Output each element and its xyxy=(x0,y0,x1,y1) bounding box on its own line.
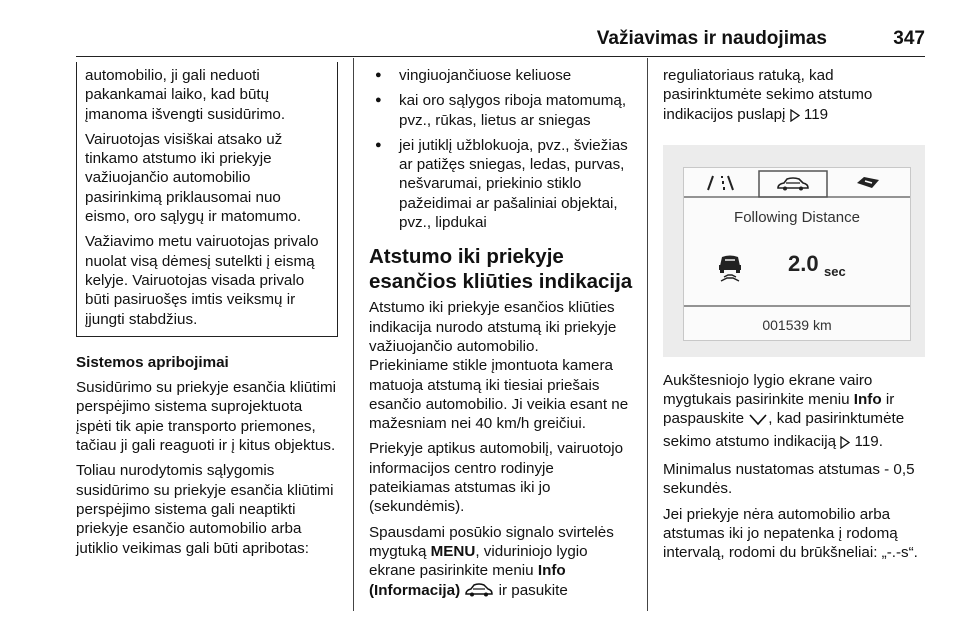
car-icon xyxy=(464,582,494,603)
info-menu-label: Info xyxy=(853,391,882,409)
paragraph-info-menu: Aukštesniojo lygio ekrane vairo mygtukais pasirinkite meniu Info ir paspauskite , kad pasirinktumėte sekimo atstumo indikaciją 119. xyxy=(663,371,927,454)
paragraph: Susidūrimo su priekyje esančia kliūtimi perspėjimo sistema suprojektuota įspėti tik apie transporto priemones, tačiau ji gali reaguoti ir į kitus objektus. xyxy=(76,379,336,455)
road-sign-icon xyxy=(854,174,882,197)
page-number: 347 xyxy=(893,28,925,49)
distance-unit: sec xyxy=(824,263,846,279)
section-heading: Atstumo iki priekyje esančios kliūties indikacija xyxy=(369,245,633,294)
column-3 xyxy=(663,66,927,569)
following-car-icon xyxy=(716,252,744,287)
paragraph: Minimalus nustatomas atstumas - 0,5 sekundės. xyxy=(663,461,915,498)
menu-button-label: MENU xyxy=(430,542,476,560)
column-1 xyxy=(76,62,338,564)
display-title: Following Distance xyxy=(734,208,860,226)
paragraph: reguliatoriaus ratuką, kad pasirinktumėte sekimo atstumo indikacijos puslapį 119 xyxy=(663,66,927,127)
paragraph: Atstumo iki priekyje esančios kliūties indikacija nurodo atstumą iki priekyje važiuojančio automobilio. xyxy=(369,299,617,355)
header-rule xyxy=(76,56,925,57)
paragraph-menu-instructions: Spausdami posūkio signalo svirtelės mygtuką MENU, viduriniojo lygio ekrane pasirinkite meniu Info (Informacija) ir pasukite xyxy=(369,523,635,603)
odometer: 001539 km xyxy=(762,316,832,333)
column-2 xyxy=(369,66,635,609)
cross-ref-arrow-icon xyxy=(840,435,850,454)
driver-info-display xyxy=(683,167,911,341)
paragraph: Priekyje aptikus automobilį, vairuotojo informacijos centro rodinyje pateikiamas atstumas iki jo (sekundėmis). xyxy=(369,440,624,516)
page-header xyxy=(0,28,925,50)
bullet-item: ● jei jutiklį užblokuoja, pvz., šviežias ar patižęs sniegas, ledas, purvas, nešvarumai, priekinio stiklo pažeidimai ar pašaliniai objektai, pvz., lipdukai xyxy=(369,136,635,232)
subheading-system-limits: Sistemos apribojimai xyxy=(76,353,229,371)
column-divider-1 xyxy=(353,58,354,611)
display-illustration xyxy=(663,145,925,357)
cross-ref-arrow-icon xyxy=(790,108,800,127)
caution-paragraph: Važiavimo metu vairuotojas privalo nuolat visą dėmesį sutelkti į eismą kelyje. Vairuotojas visada privalo būti pasiruošęs imtis veiksmų ir įjungti stabdžius. xyxy=(85,233,319,328)
info-menu-label: Info (Informacija) xyxy=(369,562,566,599)
paragraph: Priekiniame stikle įmontuota kamera matuoja atstumą iki tiesiai priešais esančio automobilio. Ji veikia esant ne mažesniam nei 40 km/h greičiui. xyxy=(369,357,629,433)
caution-paragraph: automobilio, ji gali neduoti pakankamai laiko, kad būtų įmanoma išvengti susidūrimo. xyxy=(85,67,286,123)
paragraph: Toliau nurodytomis sąlygomis susidūrimo su priekyje esančia kliūtimi perspėjimo sistema gali neaptikti priekyje esančio automobilio arba jutiklio veikimas gali būti apribotas: xyxy=(76,462,334,557)
paragraph: Jei priekyje nėra automobilio arba atstumas iki jo nepatenka į rodomą intervalą, rodomi du brūkšneliai: „-.-s“. xyxy=(663,505,918,562)
bullet-item: ● vingiuojančiuose keliuose xyxy=(369,66,635,85)
column-divider-2 xyxy=(647,58,648,611)
car-icon xyxy=(776,176,810,197)
header-title: Važiavimas ir naudojimas xyxy=(596,28,827,49)
lane-icon xyxy=(704,174,734,197)
chevron-down-icon xyxy=(748,412,768,431)
distance-value: 2.0 xyxy=(788,250,819,276)
caution-box xyxy=(76,62,338,337)
bullet-item: ● kai oro sąlygos riboja matomumą, pvz., rūkas, lietus ar sniegas xyxy=(369,91,635,130)
caution-paragraph: Vairuotojas visiškai atsako už tinkamo atstumo iki priekyje važiuojančio automobilio pasirinkimą priklausomai nuo eismo, oro sąlygų ir matomumo. xyxy=(85,130,302,226)
